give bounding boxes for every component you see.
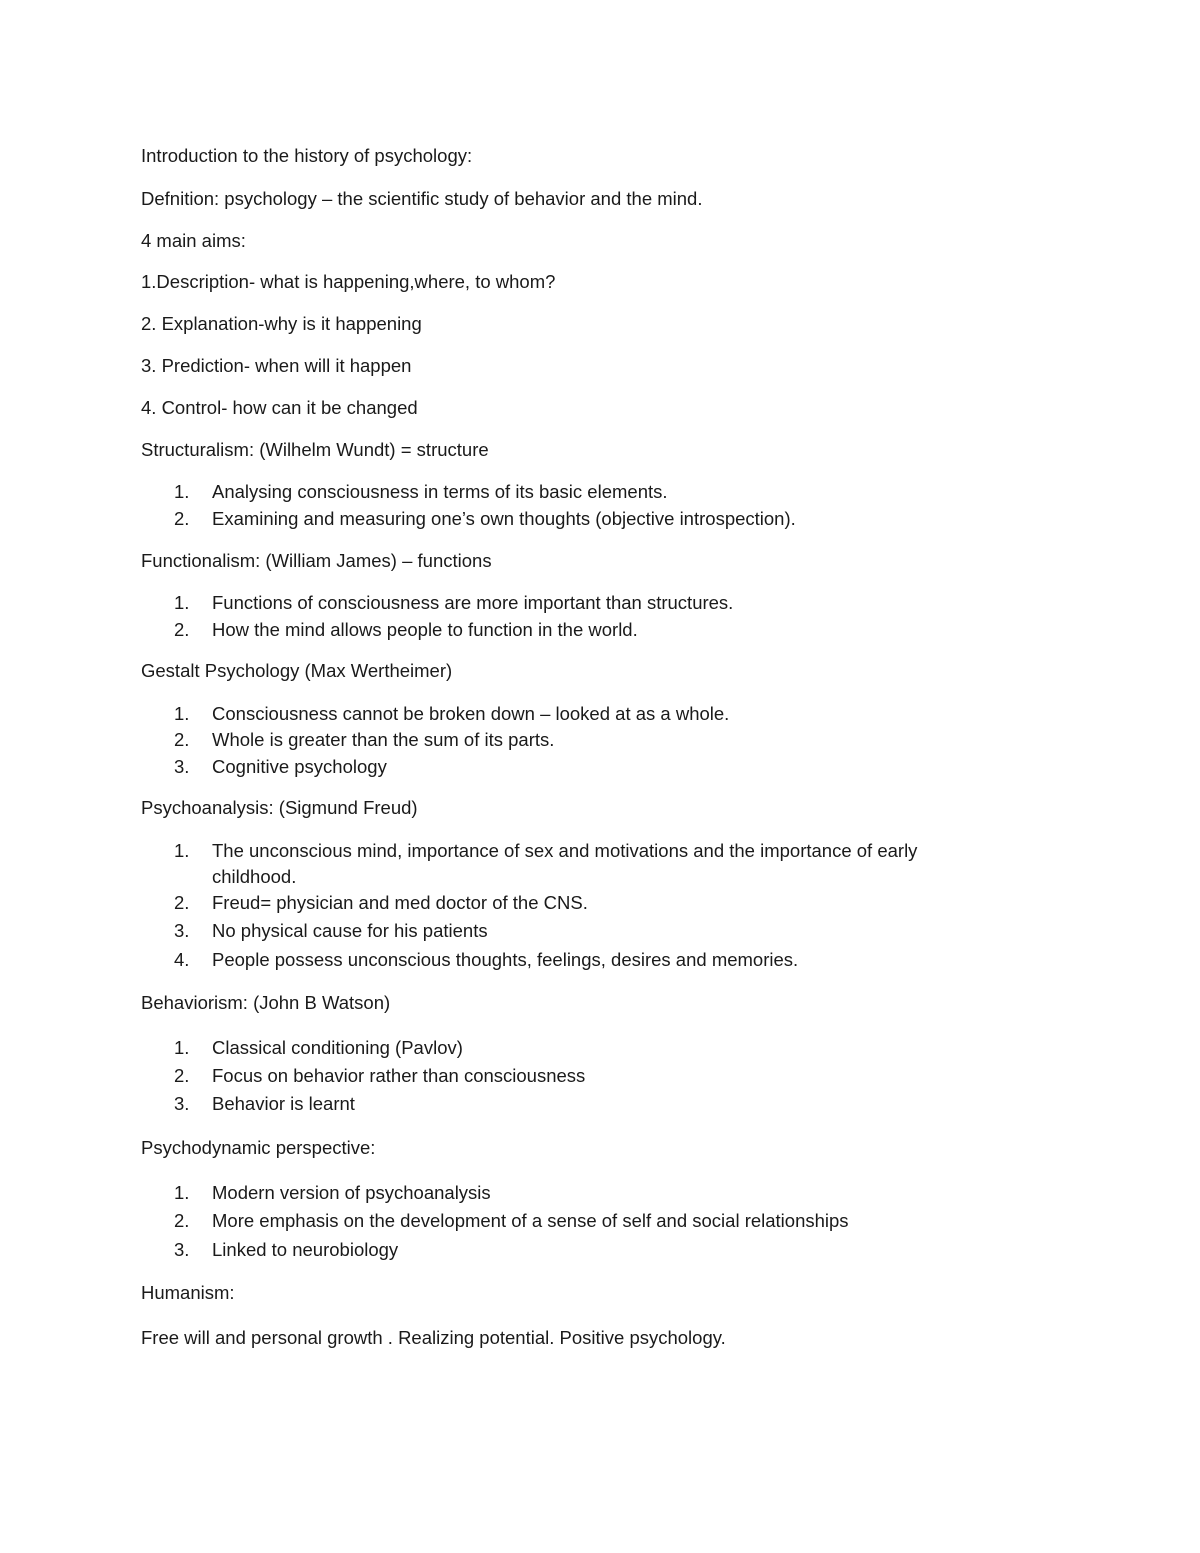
list-item bbox=[174, 1035, 994, 1061]
list-item-number: 1. bbox=[174, 481, 190, 502]
aim-2: 2. Explanation-why is it happening bbox=[141, 313, 422, 334]
list-item bbox=[174, 506, 994, 532]
list-item-text: Focus on behavior rather than consciousness bbox=[212, 1065, 586, 1086]
list-item-text: Cognitive psychology bbox=[212, 756, 387, 777]
list-item-text: More emphasis on the development of a sense of self and social relationships bbox=[212, 1210, 849, 1231]
list-item-text: No physical cause for his patients bbox=[212, 920, 488, 941]
list-item-text: The unconscious mind, importance of sex and motivations and the importance of early childhood. bbox=[212, 840, 918, 887]
list-item bbox=[174, 1180, 994, 1206]
list-item-number: 2. bbox=[174, 1210, 190, 1231]
definition-line: Defnition: psychology – the scientific study of behavior and the mind. bbox=[141, 188, 703, 209]
list-item bbox=[174, 890, 994, 916]
list-item bbox=[174, 1208, 994, 1234]
section-heading-functionalism: Functionalism: (William James) – functions bbox=[141, 550, 492, 571]
list-item-number: 3. bbox=[174, 920, 190, 941]
aim-3: 3. Prediction- when will it happen bbox=[141, 355, 412, 376]
list-item bbox=[174, 479, 994, 505]
list-item bbox=[174, 838, 994, 890]
list-item-number: 1. bbox=[174, 592, 190, 613]
list-item-number: 1. bbox=[174, 703, 190, 724]
document-title: Introduction to the history of psychology: bbox=[141, 145, 473, 166]
list-item bbox=[174, 617, 994, 643]
list-item-text: Classical conditioning (Pavlov) bbox=[212, 1037, 463, 1058]
list-item-number: 4. bbox=[174, 949, 190, 970]
list-item bbox=[174, 1091, 994, 1117]
list-item-text: Behavior is learnt bbox=[212, 1093, 355, 1114]
list-item-text: Freud= physician and med doctor of the CNS. bbox=[212, 892, 588, 913]
list-item bbox=[174, 947, 994, 973]
list-item-number: 2. bbox=[174, 508, 190, 529]
list-item-number: 3. bbox=[174, 1239, 190, 1260]
list-item-number: 2. bbox=[174, 729, 190, 750]
list-item-text: Analysing consciousness in terms of its basic elements. bbox=[212, 481, 668, 502]
section-heading-gestalt: Gestalt Psychology (Max Wertheimer) bbox=[141, 660, 453, 681]
list-item bbox=[174, 701, 994, 727]
list-item-text: How the mind allows people to function in the world. bbox=[212, 619, 638, 640]
list-item-number: 2. bbox=[174, 1065, 190, 1086]
section-heading-humanism: Humanism: bbox=[141, 1282, 235, 1303]
list-item bbox=[174, 754, 994, 780]
list-item bbox=[174, 918, 994, 944]
section-heading-behaviorism: Behaviorism: (John B Watson) bbox=[141, 992, 391, 1013]
list-item-number: 2. bbox=[174, 892, 190, 913]
aim-4: 4. Control- how can it be changed bbox=[141, 397, 418, 418]
list-item-number: 1. bbox=[174, 1037, 190, 1058]
list-item bbox=[174, 727, 994, 753]
list-item bbox=[174, 590, 994, 616]
list-item-text: Modern version of psychoanalysis bbox=[212, 1182, 491, 1203]
list-item-text: Whole is greater than the sum of its parts. bbox=[212, 729, 555, 750]
list-item bbox=[174, 1237, 994, 1263]
section-heading-psychodynamic: Psychodynamic perspective: bbox=[141, 1137, 376, 1158]
list-item-text: Consciousness cannot be broken down – looked at as a whole. bbox=[212, 703, 730, 724]
list-item bbox=[174, 1063, 994, 1089]
humanism-text: Free will and personal growth . Realizing potential. Positive psychology. bbox=[141, 1327, 726, 1348]
section-heading-psychoanalysis: Psychoanalysis: (Sigmund Freud) bbox=[141, 797, 418, 818]
aims-heading: 4 main aims: bbox=[141, 230, 246, 251]
list-item-text: Examining and measuring one’s own thoughts (objective introspection). bbox=[212, 508, 796, 529]
list-item-text: People possess unconscious thoughts, feelings, desires and memories. bbox=[212, 949, 799, 970]
list-item-text: Linked to neurobiology bbox=[212, 1239, 399, 1260]
list-item-number: 3. bbox=[174, 1093, 190, 1114]
list-item-number: 2. bbox=[174, 619, 190, 640]
list-item-number: 3. bbox=[174, 756, 190, 777]
section-heading-structuralism: Structuralism: (Wilhelm Wundt) = structure bbox=[141, 439, 489, 460]
list-item-number: 1. bbox=[174, 1182, 190, 1203]
list-item-number: 1. bbox=[174, 840, 190, 861]
list-item-text: Functions of consciousness are more important than structures. bbox=[212, 592, 734, 613]
aim-1: 1.Description- what is happening,where, to whom? bbox=[141, 271, 556, 292]
